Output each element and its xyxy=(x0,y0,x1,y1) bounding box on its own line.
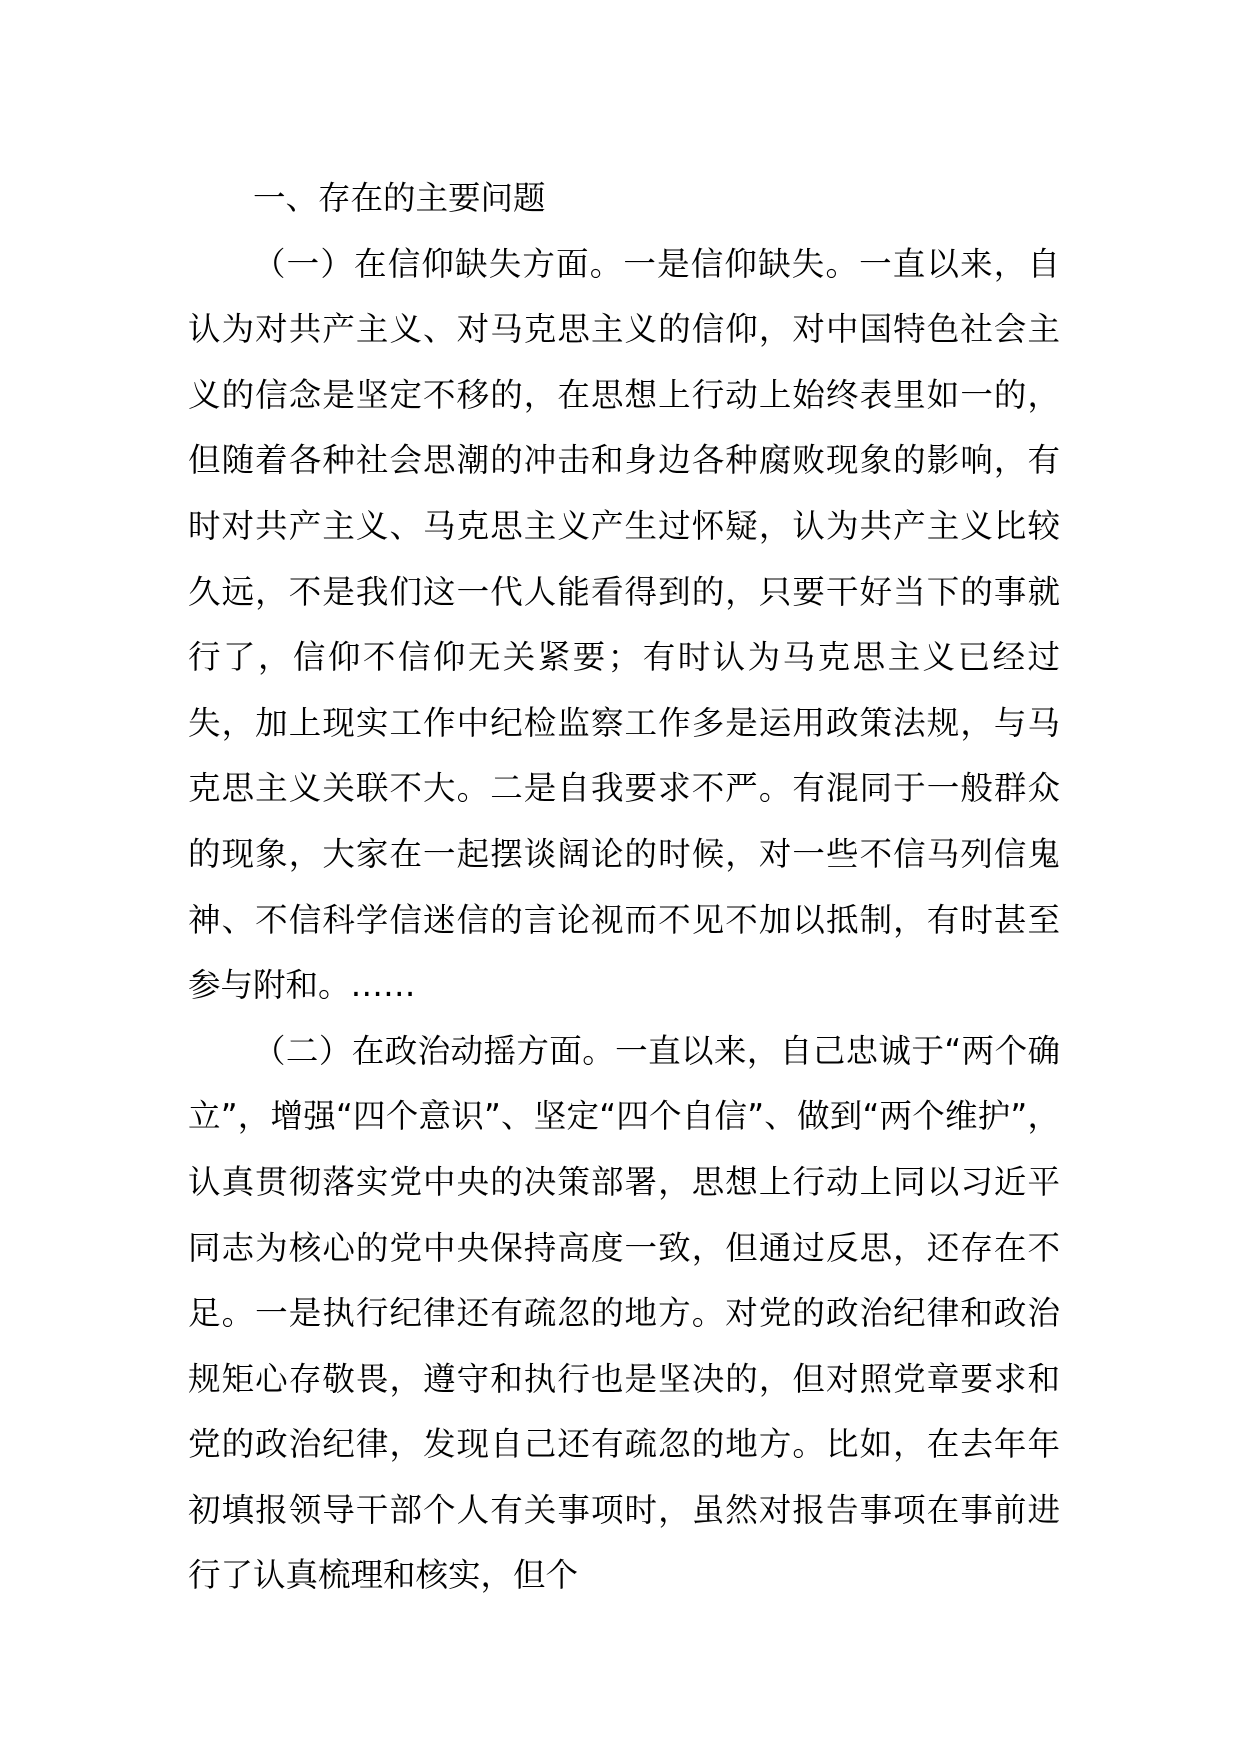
document-body xyxy=(188,166,1060,1609)
paragraph-belief: （一）在信仰缺失方面。一是信仰缺失。一直以来，自认为对共产主义、对马克思主义的信仰，对中国特色社会主义的信念是坚定不移的，在思想上行动上始终表里如一的，但随着各种社会思潮的冲击和身边各种腐败现象的影响，有时对共产主义、马克思主义产生过怀疑，认为共产主义比较久远，不是我们这一代人能看得到的，只要干好当下的事就行了，信仰不信仰无关紧要；有时认为马克思主义已经过失，加上现实工作中纪检监察工作多是运用政策法规，与马克思主义关联不大。二是自我要求不严。有混同于一般群众的现象，大家在一起摆谈阔论的时候，对一些不信马列信鬼神、不信科学信迷信的言论视而不见不加以抵制，有时甚至参与附和。…… xyxy=(188,244,1060,1005)
paragraph-politics: （二）在政治动摇方面。一直以来，自己忠诚于“两个确立”，增强“四个意识”、坚定“四个自信”、做到“两个维护”，认真贯彻落实党中央的决策部署，思想上行动上同以习近平同志为核心的党中央保持高度一致，但通过反思，还存在不足。一是执行纪律还有疏忽的地方。对党的政治纪律和政治规矩心存敬畏，遵守和执行也是坚决的，但对照党章要求和党的政治纪律，发现自己还有疏忽的地方。比如，在去年年初填报领导干部个人有关事项时，虽然对报告事项在事前进行了认真梳理和核实，但个 xyxy=(188,1031,1060,1595)
section-heading: 一、存在的主要问题 xyxy=(253,179,546,217)
